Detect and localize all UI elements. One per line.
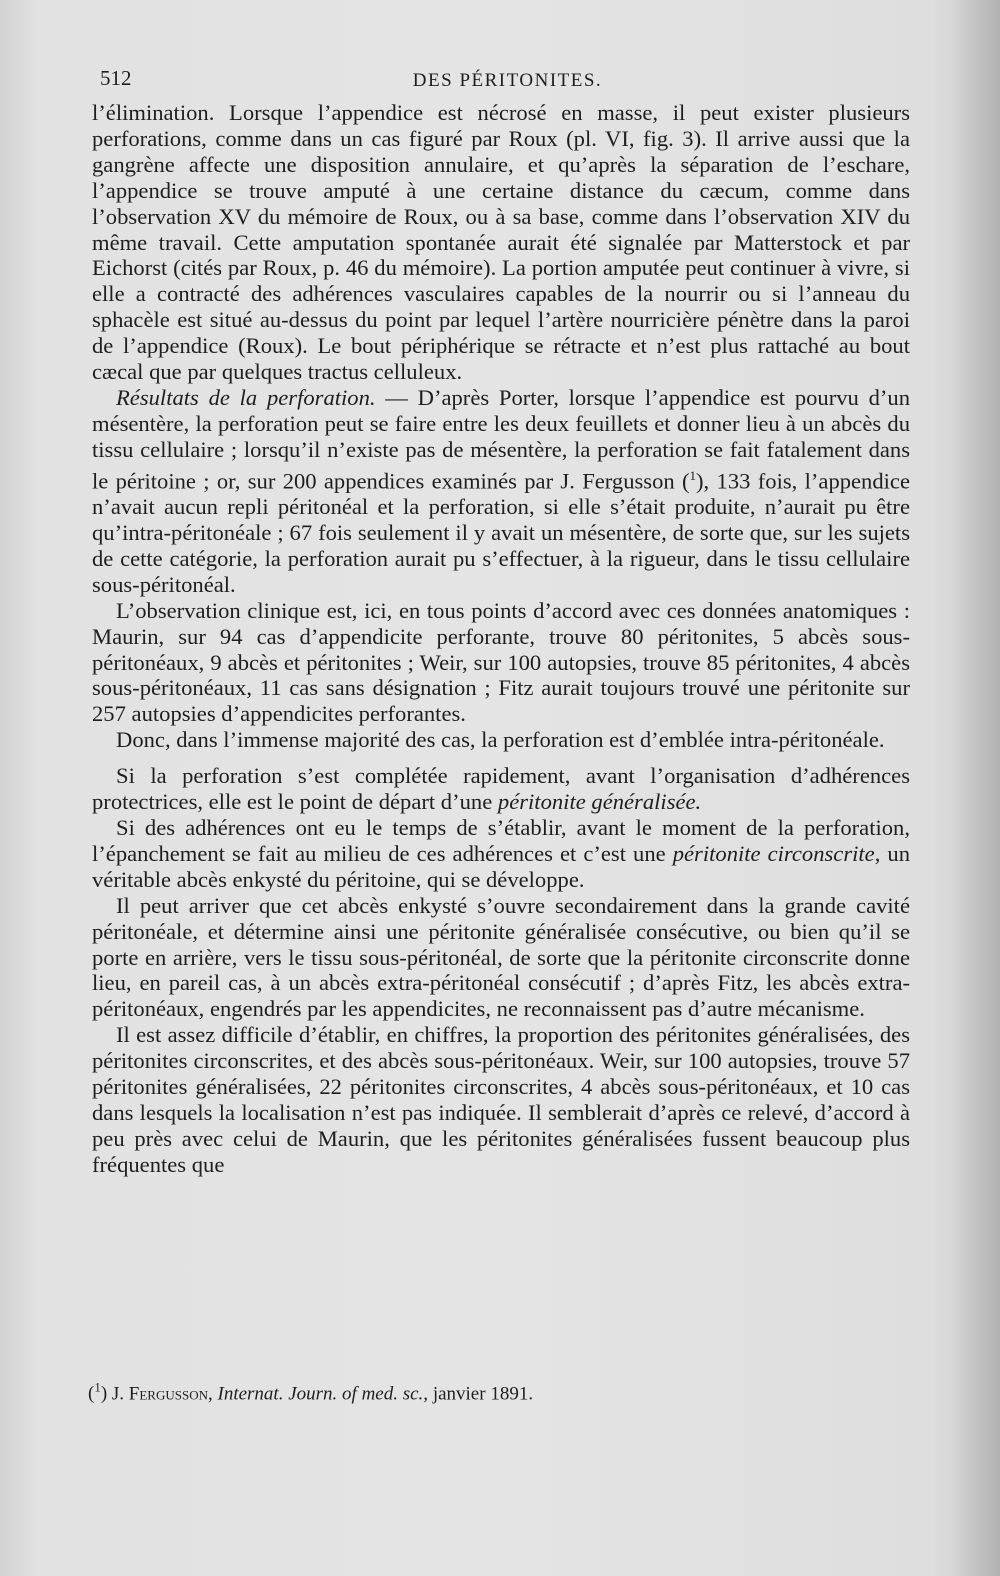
paragraph: l’élimination. Lorsque l’appendice est nécrosé en masse, il peut exister plusieurs perforations, comme dans un cas figuré par Roux (pl. VI, fig. 3). Il arrive aussi que la gangrène affecte une disposition annulaire, et qu’après la séparation de l’eschare, l’appendice se trouve amputé à une certaine distance du cæcum, comme dans l’observation XV du mémoire de Roux, ou à sa base, comme dans l’observation XIV du même travail. Cette amputation spontanée aurait été signalée par Matterstock et par Eichorst (cités par Roux, p. 46 du mémoire). La portion amputée peut continuer à vivre, si elle a contracté des adhérences vasculaires capables de la nourrir ou si l’anneau du sphacèle est situé au-dessus du point par lequel l’artère nourricière pénètre dans la paroi de l’appendice (Roux). Le bout périphérique se rétracte et n’est plus rattaché au bout cæcal que par quelques tractus celluleux.	[92, 100, 910, 385]
paragraph: L’observation clinique est, ici, en tous points d’accord avec ces données anatomiques : Maurin, sur 94 cas d’appendicite perforante, trouve 80 péritonites, 5 abcès sous-péritonéaux, 9 abcès et péritonites ; Weir, sur 100 autopsies, trouve 85 péritonites, 4 abcès sous-péritonéaux, 11 cas sans désignation ; Fitz aurait toujours trouvé une péritonite sur 257 autopsies d’appendicites perforantes.	[92, 597, 910, 727]
paragraph	[92, 763, 910, 815]
paragraph-text: ), 133 fois, l’appendice n’avait aucun repli péritonéal et la perforation, si elle s’était produite, n’aurait pu être qu’intra-péritonéale ; 67 fois seulement il y avait un mésentère, de sorte que, sur les sujets de cette catégorie, la perforation aurait pu s’effectuer, à la rigueur, dans le tissu cellulaire sous-péritonéal.	[92, 468, 910, 597]
paragraph: Donc, dans l’immense majorité des cas, la perforation est d’emblée intra-péritonéale.	[116, 727, 885, 753]
paragraph-text: Si la perforation s’est complétée rapidement, avant l’organisation d’adhérences protectrices, elle est le point de départ d’une	[92, 763, 910, 815]
paragraph: Il peut arriver que cet abcès enkysté s’ouvre secondairement dans la grande cavité péritonéale, et détermine ainsi une péritonite généralisée consécutive, ou bien qu’il se porte en arrière, vers le tissu sous-péritonéal, de sorte que la péritonite circonscrite donne lieu, en pareil cas, à un abcès extra-péritonéal consécutif ; d’après Fitz, les abcès extra-péritonéaux, engendrés par les appendicites, ne reconnaissent pas d’autre mécanisme.	[92, 892, 910, 1022]
page-number: 512	[100, 66, 132, 90]
paragraph-text: — D’après Porter, lorsque l’appendice est pourvu d’un mésentère, la perforation peut se faire entre les deux feuillets et donner lieu à un abcès du tissu cellulaire ; lorsqu’il n’existe pas de mésentère, la perforation se fait fatalement dans le péritoine ; or, sur 200 appendices examinés par J. Fergusson (	[92, 384, 910, 494]
page-header	[100, 66, 915, 96]
paragraph-text: Si des adhérences ont eu le temps de s’établir, avant le moment de la perforation, l’épanchement se fait au milieu de ces adhérences et c’est une	[92, 815, 910, 866]
footnote	[88, 1376, 908, 1406]
footnote-author: J. Fergusson,	[111, 1383, 213, 1405]
footnote-reference: 1	[689, 467, 697, 483]
footnote-journal: Internat. Journ. of med. sc.,	[217, 1383, 429, 1405]
running-title: DES PÉRITONITES.	[412, 70, 603, 91]
paragraph-text: , un véritable abcès enkysté du péritoine, qui se développe.	[92, 840, 911, 892]
footnote-date: janvier 1891.	[432, 1383, 534, 1405]
footnote-marker: ($^1$)	[88, 1380, 108, 1405]
paragraph: Il est assez difficile d’établir, en chiffres, la proportion des péritonites généralisées, des péritonites circonscrites, et des abcès sous-péritonéaux. Weir, sur 100 autopsies, trouve 57 péritonites généralisées, 22 péritonites circonscrites, 4 abcès sous-péritonéaux, et 10 cas dans lesquels la localisation n’est pas indiquée. Il semblerait d’après ce relevé, d’accord à peu près avec celui de Maurin, que les péritonites généralisées fussent beaucoup plus fréquentes que	[92, 1022, 910, 1177]
paragraph	[92, 385, 910, 598]
main-text	[92, 100, 910, 1178]
paragraph	[92, 815, 910, 893]
page-edge-shadow	[950, 0, 1000, 1576]
emphasis: péritonite généralisée.	[497, 789, 702, 815]
emphasis: péritonite circonscrite	[672, 840, 875, 866]
section-heading: Résultats de la perforation.	[116, 384, 376, 410]
